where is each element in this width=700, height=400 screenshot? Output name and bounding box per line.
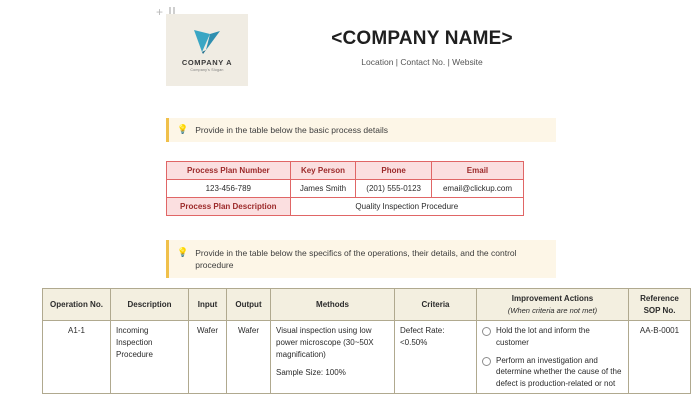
table-row — [167, 180, 524, 198]
list-item[interactable] — [482, 355, 623, 390]
title-block — [248, 14, 596, 67]
cell-methods[interactable] — [271, 321, 395, 394]
callout-basic-process — [166, 118, 556, 142]
methods-spacer — [276, 360, 389, 367]
operations-table — [42, 288, 691, 394]
process-details-table — [166, 161, 524, 216]
company-logo — [166, 14, 248, 86]
page-title: <COMPANY NAME> — [331, 28, 513, 49]
phone-value[interactable]: (201) 555-0123 — [356, 180, 432, 198]
callout-text: Provide in the table below the specifics of the operations, their details, and the control procedure — [195, 248, 517, 271]
list-item[interactable] — [482, 325, 623, 348]
improvement-action-text: Hold the lot and inform the customer — [496, 326, 590, 348]
lightbulb-icon: 💡 — [177, 247, 189, 257]
criteria-line-1: Defect Rate: — [400, 326, 445, 336]
radio-icon[interactable] — [482, 327, 491, 336]
process-plan-number-header: Process Plan Number — [167, 162, 291, 180]
cell-improvement-actions[interactable] — [477, 321, 629, 394]
process-plan-description-header: Process Plan Description — [167, 198, 291, 216]
col-improvement-actions — [477, 289, 629, 321]
key-person-value[interactable]: James Smith — [290, 180, 356, 198]
logo-tagline: Company's Slogan — [190, 68, 224, 72]
cell-output[interactable]: Wafer — [227, 321, 271, 394]
callout-operations — [166, 240, 556, 278]
methods-line-1: Visual inspection using low power microscope (30~50X magnification) — [276, 326, 374, 359]
phone-header: Phone — [356, 162, 432, 180]
col-input: Input — [189, 289, 227, 321]
radio-icon[interactable] — [482, 357, 491, 366]
cell-description[interactable]: Incoming Inspection Procedure — [111, 321, 189, 394]
table-row — [167, 162, 524, 180]
page-subtitle: Location | Contact No. | Website — [361, 57, 483, 67]
col-operation-no: Operation No. — [43, 289, 111, 321]
col-methods: Methods — [271, 289, 395, 321]
email-value[interactable]: email@clickup.com — [431, 180, 523, 198]
email-header: Email — [431, 162, 523, 180]
col-improvement-actions-note: (When criteria are not met) — [507, 305, 598, 315]
logo-company-name: COMPANY A — [181, 58, 233, 67]
col-criteria: Criteria — [395, 289, 477, 321]
key-person-header: Key Person — [290, 162, 356, 180]
improvement-action-text: Perform an investigation and determine whether the cause of the defect is production-related or not — [496, 355, 622, 388]
lightbulb-icon: 💡 — [177, 124, 189, 135]
col-description: Description — [111, 289, 189, 321]
cell-input[interactable]: Wafer — [189, 321, 227, 394]
cell-reference-sop[interactable]: AA-B-0001 — [629, 321, 691, 394]
cell-operation-no[interactable]: A1-1 — [43, 321, 111, 394]
document-header — [166, 14, 596, 86]
callout-text: Provide in the table below the basic process details — [195, 124, 388, 135]
company-logo-icon — [192, 28, 222, 54]
col-improvement-actions-label: Improvement Actions — [511, 294, 594, 303]
process-plan-number-value[interactable]: 123-456-789 — [167, 180, 291, 198]
plus-icon[interactable]: + — [156, 5, 164, 19]
methods-line-2: Sample Size: 100% — [276, 368, 346, 378]
col-reference-sop: Reference SOP No. — [629, 289, 691, 321]
table-header-row — [43, 289, 691, 321]
table-row — [43, 321, 691, 394]
table-row — [167, 198, 524, 216]
criteria-line-2: <0.50% — [400, 338, 428, 348]
process-plan-description-value[interactable]: Quality Inspection Procedure — [290, 198, 523, 216]
col-output: Output — [227, 289, 271, 321]
cell-criteria[interactable] — [395, 321, 477, 394]
